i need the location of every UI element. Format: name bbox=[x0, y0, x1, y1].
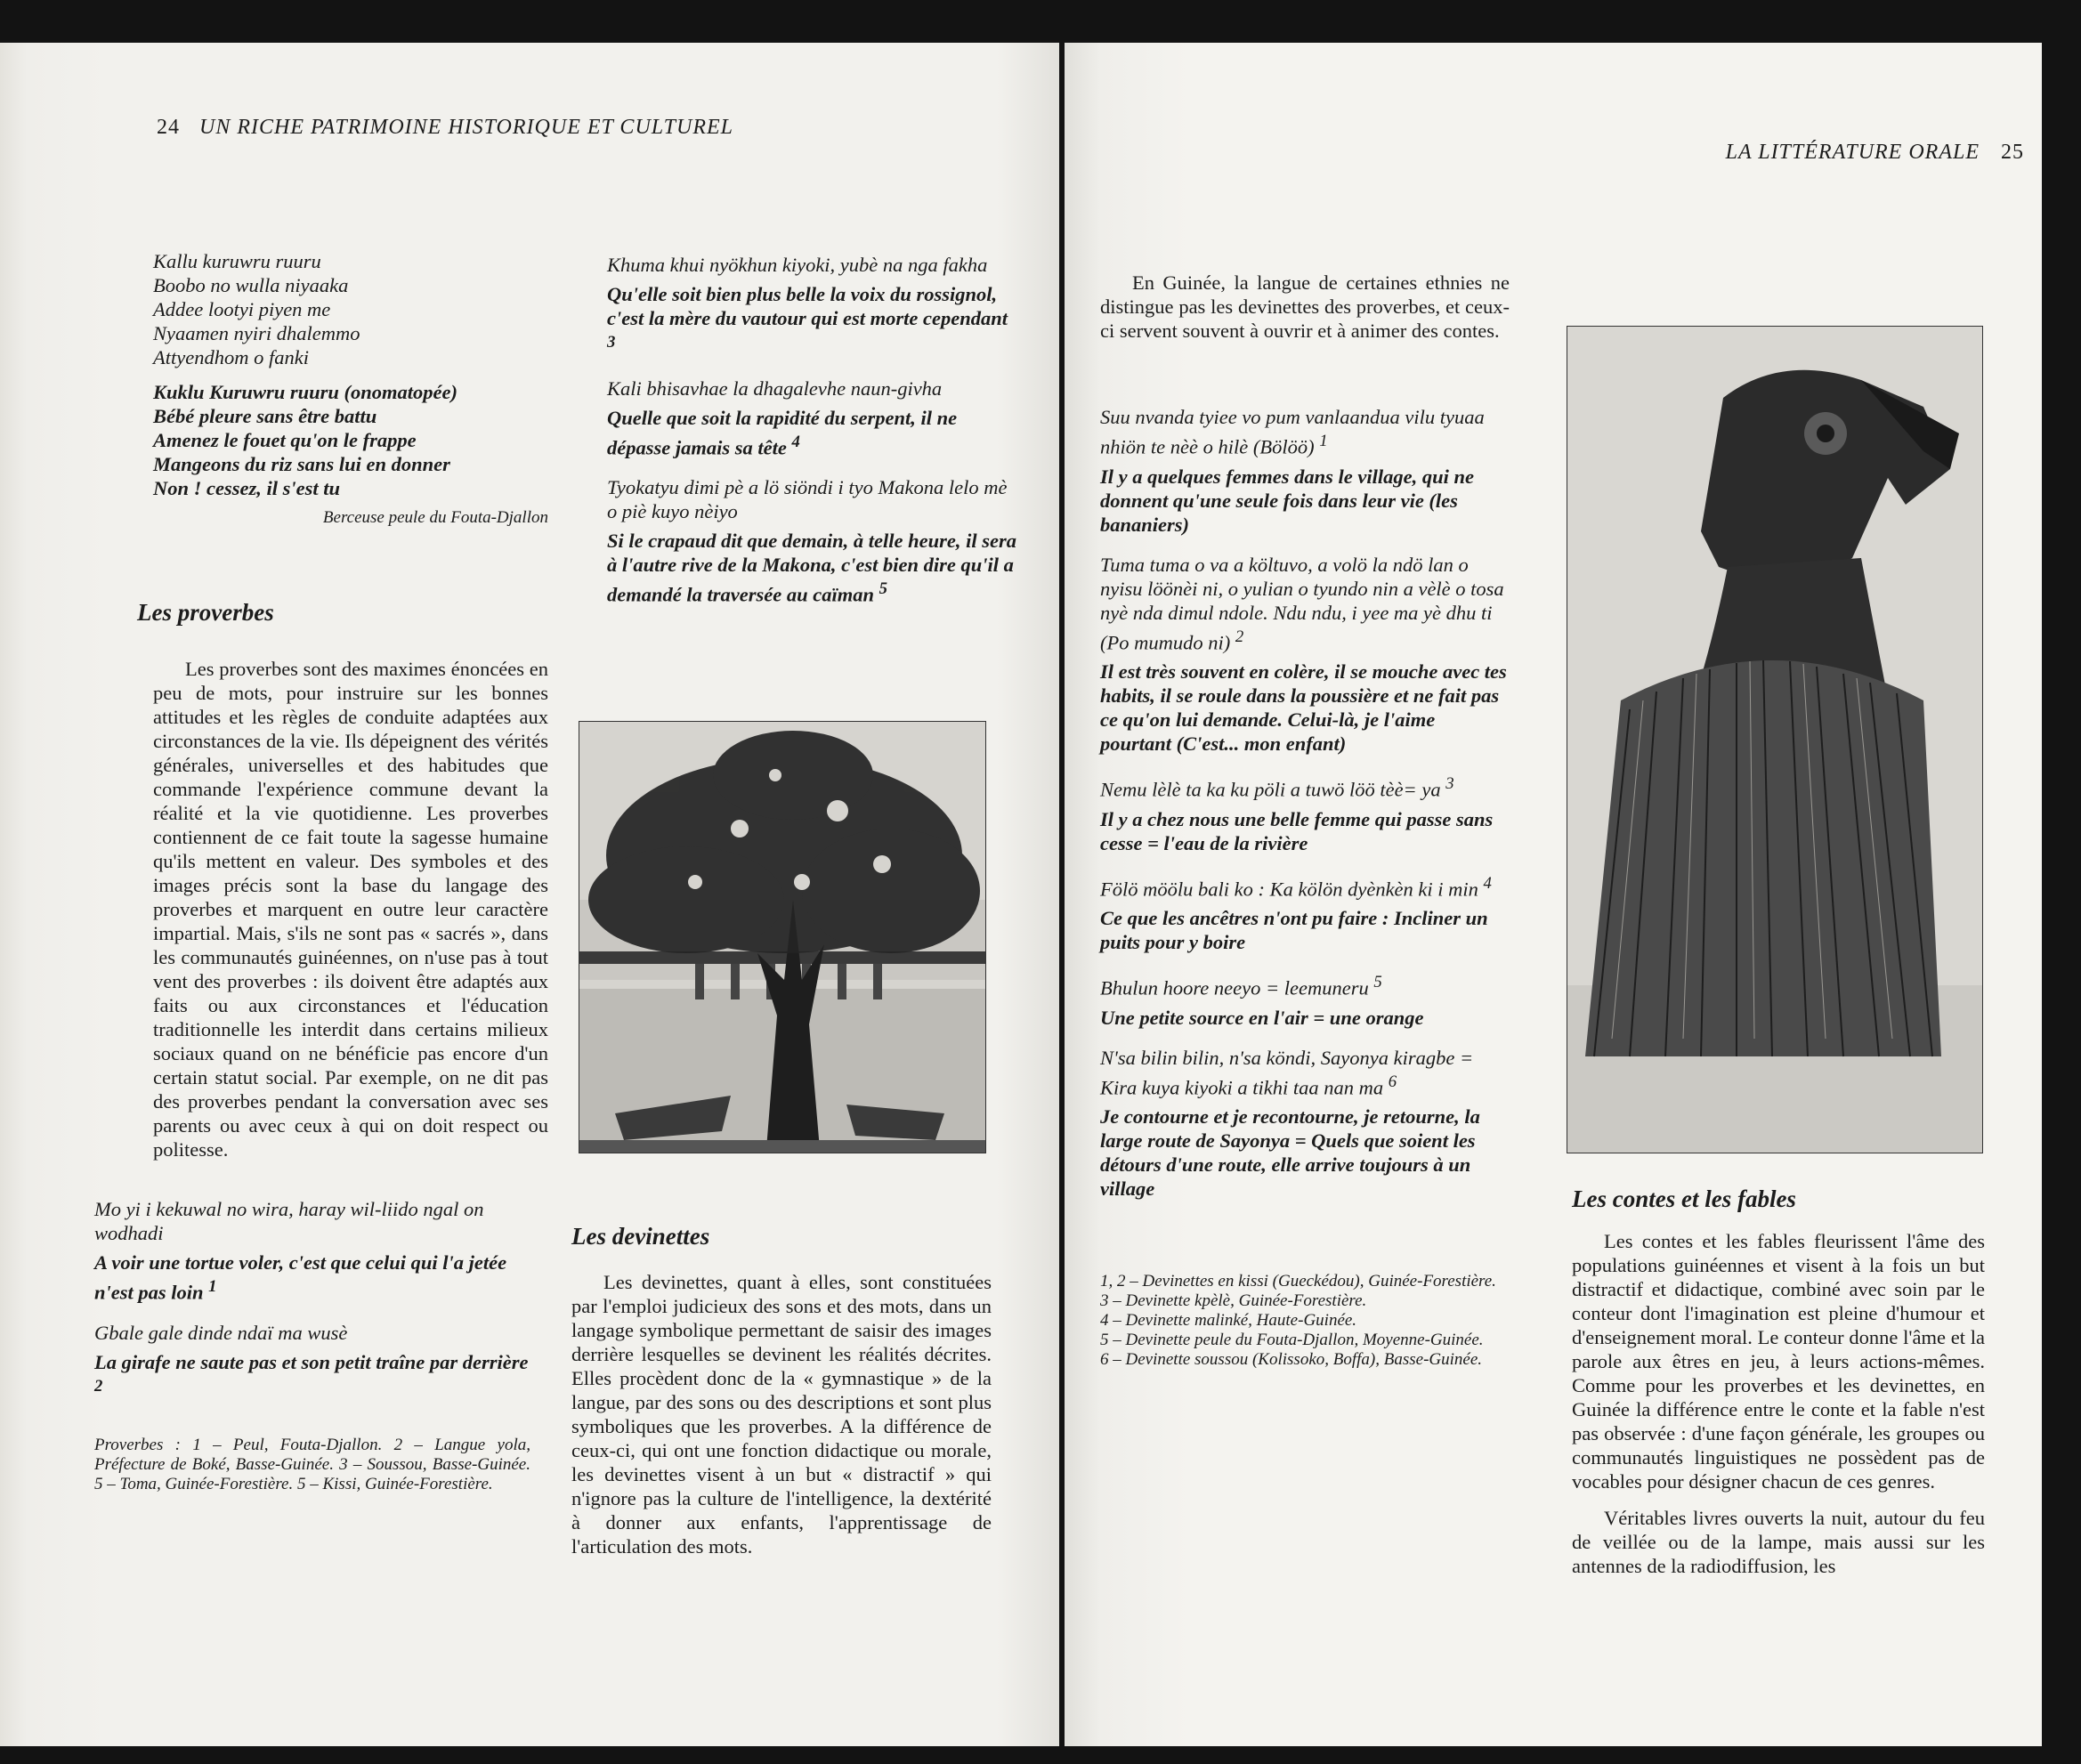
page-number-right: 25 bbox=[2001, 141, 2024, 164]
riddle-item bbox=[1100, 772, 1510, 855]
tales-paragraph-1: Les contes et les fables fleurissent l'âme des populations guinéennes et visent à la fois un but distractif et didactique, combiné avec soin par le conteur dont l'imagination est pleine d'humour et d'enseignement moral. Le conteur donne l'âme et la parole aux êtres en jeu, à leurs actions-mêmes. Comme pour les proverbes et les devinettes, en Guinée la différence entre le conte et la fable n'est pas observée : d'une façon générale, les groupes ou communautés linguistiques ne possèdent pas de vocables pour désigner chacun de ces genres. bbox=[1572, 1230, 1985, 1493]
footnote-marker: 1 bbox=[1319, 432, 1328, 450]
footnote-marker: 5 bbox=[879, 579, 887, 598]
proverb-translation: Quelle que soit la rapidité du serpent, il ne dépasse jamais sa tête bbox=[607, 406, 958, 458]
riddle-translation: Il y a quelques femmes dans le village, qui ne donnent qu'une seule fois dans leur vie (les bananiers) bbox=[1100, 465, 1474, 536]
running-head-right-text: LA LITTÉRATURE ORALE bbox=[1725, 141, 1980, 164]
proverb-item bbox=[94, 1321, 530, 1404]
running-head-right bbox=[1726, 141, 2024, 165]
proverb-original: Kali bhisavhae la dhagalevhe naun-givha bbox=[607, 376, 943, 400]
section-heading-proverbs: Les proverbes bbox=[137, 599, 274, 626]
proverb-translation: Si le crapaud dit que demain, à telle heure, il sera à l'autre rive de la Makona, c'est bien dire qu'il a demandé la traversée au caïman bbox=[607, 530, 1016, 606]
riddle-item bbox=[1100, 1046, 1510, 1202]
riddle-item bbox=[1100, 871, 1510, 955]
proverbs-footnote: Proverbes : 1 – Peul, Fouta-Djallon. 2 – Langue yola, Préfecture de Boké, Basse-Guinée. 3 – Soussou, Basse-Guinée. 5 – Toma, Guinée-Forestière. 5 – Kissi, Guinée-Forestière. bbox=[94, 1436, 530, 1493]
right-column-1 bbox=[1100, 271, 1510, 1370]
riddle-translation: Ce que les ancêtres n'ont pu faire : Incliner un puits pour y boire bbox=[1100, 907, 1488, 953]
footnote-marker: 2 bbox=[94, 1376, 103, 1396]
footnote-marker: 4 bbox=[1483, 873, 1492, 893]
riddle-translation: Il y a chez nous une belle femme qui passe sans cesse = l'eau de la rivière bbox=[1100, 807, 1494, 854]
lullaby-translation: Kuklu Kuruwru ruuru (onomatopée) Bébé pleure sans être battu Amenez le fouet qu'on le frappe Mangeons du riz sans lui en donner Non ! cessez, il s'est tu bbox=[153, 381, 458, 499]
proverb-original: Mo yi i kekuwal no wira, haray wil-liido ngal on wodhadi bbox=[94, 1198, 484, 1244]
footnote-marker: 6 bbox=[1388, 1072, 1397, 1091]
riddles-paragraph: Les devinettes, quant à elles, sont constituées par l'emploi judicieux des sons et des mots, dans un langage symbolique permettant de saisir des images derrière lesquelles se devinent les réalités décrites. Elles procèdent donc de la « gymnastique » de la langue, par des sons ou des descriptions et sont plus symboliques que les proverbes. A la différence de ceux-ci, qui ont une fonction didactique ou morale, les devinettes visent à un but « distractif » qui n'ignore pas la culture de l'intelligence, la dextérité à donner aux enfants, l'apprentissage de l'articulation des mots. bbox=[571, 1271, 992, 1558]
footnote-marker: 3 bbox=[1445, 774, 1454, 793]
footnote-marker: 2 bbox=[1235, 627, 1244, 646]
riddle-original: Fölö möölu bali ko : Ka kölön dyènkèn ki i min $^4$ bbox=[1100, 873, 1492, 900]
section-heading-riddles: Les devinettes bbox=[571, 1223, 710, 1250]
section-heading-tales: Les contes et les fables bbox=[1572, 1185, 1796, 1212]
left-column-2 bbox=[607, 253, 1016, 623]
tree-photo bbox=[579, 721, 986, 1153]
lullaby-original: Kallu kuruwru ruuru Boobo no wulla niyaaka Addee lootyi piyen me Nyaamen nyiri dhalemmo Attyendhom o fanki bbox=[153, 250, 360, 368]
riddle-original: Suu nvanda tyiee vo pum vanlaandua vilu tyuaa nhiön te nèè o hilè (Bölöö) $^1$ bbox=[1100, 406, 1485, 458]
proverb-original: Gbale gale dinde ndaï ma wusè bbox=[94, 1321, 348, 1344]
proverb-item bbox=[94, 1197, 530, 1305]
mask-photo bbox=[1567, 326, 1983, 1153]
left-page bbox=[0, 43, 1059, 1746]
riddle-translation: Il est très souvent en colère, il se mouche avec tes habits, il se roule dans la poussière et ne fait pas ce qu'on lui demande. Celui-là, je l'aime pourtant (C'est... mon enfant) bbox=[1100, 660, 1507, 755]
lullaby-caption: Berceuse peule du Fouta-Djallon bbox=[322, 508, 548, 527]
proverb-translation: A voir une tortue voler, c'est que celui qui l'a jetée n'est pas loin bbox=[94, 1251, 507, 1304]
riddle-item bbox=[1100, 405, 1510, 537]
footnote-marker: 4 bbox=[791, 432, 800, 451]
proverb-translation: Qu'elle soit bien plus belle la voix du rossignol, c'est la mère du vautour qui est morte cependant bbox=[607, 283, 1008, 329]
proverbs-paragraph: Les proverbes sont des maximes énoncées en peu de mots, pour instruire sur les bonnes attitudes et les règles de conduite adaptées aux circonstances de la vie. Ils dépeignent des vérités générales, universelles et des habitudes que commande l'expérience commune devant la réalité et la vie quotidienne. Les proverbes contiennent de ce fait toute la sagesse humaine qu'ils mettent en valeur. Des symboles et des images précis sont la base du langage des proverbes et marquent en outre leur caractère impartial. Mais, s'ils ne sont pas « sacrés », dans les communautés guinéennes, on n'use pas à tout vent des proverbes : ils doivent être adaptés aux faits ou aux circonstances et l'éducation traditionnelle les interdit dans certains milieux sociaux quand on ne bénéficie pas encore d'un certain statut social. Par exemple, on ne dit pas des proverbes pendant la conversation avec ses parents ou avec ceux à qui on doit respect ou politesse. bbox=[153, 658, 548, 1161]
running-head-left-text: UN RICHE PATRIMOINE HISTORIQUE ET CULTUREL bbox=[199, 116, 733, 139]
proverb-item bbox=[607, 253, 1016, 360]
footnote-marker: 5 bbox=[1373, 973, 1382, 991]
page-number-left: 24 bbox=[157, 116, 180, 139]
proverb-item bbox=[607, 475, 1016, 607]
riddle-original: Bhulun hoore neeyo = leemuneru $^5$ bbox=[1100, 973, 1382, 999]
proverb-item bbox=[607, 376, 1016, 460]
right-column-2 bbox=[1572, 1187, 1985, 1578]
riddle-translation: Je contourne et je recontourne, je retourne, la large route de Sayonya = Quels que soient les détours d'une route, elle arrive toujours à un village bbox=[1100, 1105, 1480, 1200]
riddles-footnote: 1, 2 – Devinettes en kissi (Gueckédou), Guinée-Forestière. 3 – Devinette kpèlè, Guinée-Forestière. 4 – Devinette malinké, Haute-Guinée. 5 – Devinette peule du Fouta-Djallon, Moyenne-Guinée. 6 – Devinette soussou (Kolissoko, Boffa), Basse-Guinée. bbox=[1100, 1272, 1496, 1369]
riddle-original: Nemu lèlè ta ka ku pöli a tuwö löö tèè= ya $^3$ bbox=[1100, 774, 1454, 801]
riddle-item bbox=[1100, 970, 1510, 1030]
riddle-original: N'sa bilin bilin, n'sa köndi, Sayonya kiragbe = Kira kuya kiyoki a tikhi taa nan ma $^6$ bbox=[1100, 1046, 1474, 1098]
intro-paragraph: En Guinée, la langue de certaines ethnies ne distingue pas les devinettes des proverbes, et ceux-ci servent souvent à ouvrir et à animer des contes. bbox=[1100, 271, 1510, 342]
tales-paragraph-2: Véritables livres ouverts la nuit, autour du feu de veillée ou de la lampe, mais aussi sur les antennes de la radiodiffusion, les bbox=[1572, 1507, 1985, 1577]
left-column-2-lower bbox=[571, 1225, 992, 1558]
footnote-marker: 3 bbox=[607, 333, 616, 352]
riddle-original: Tuma tuma o va a költuvo, a volö la ndö lan o nyisu löönèi ni, o yulian o tyundo nin a vèlè o tosa nyè nda dimul ndole. Ndu ndu, i yee ma yè dhu ti (Po mumudo ni) $^2$ bbox=[1100, 553, 1504, 653]
left-column-1 bbox=[85, 249, 548, 1494]
riddle-translation: Une petite source en l'air = une orange bbox=[1100, 1006, 1424, 1029]
riddle-item bbox=[1100, 553, 1510, 757]
footnote-marker: 1 bbox=[208, 1277, 217, 1296]
right-page bbox=[1065, 43, 2042, 1746]
proverb-original: Tyokatyu dimi pè a lö siöndi i tyo Makona lelo mè o piè kuyo nèiyo bbox=[607, 476, 1008, 522]
proverb-translation: La girafe ne saute pas et son petit traîne par derrière bbox=[94, 1350, 529, 1373]
proverb-original: Khuma khui nyökhun kiyoki, yubè na nga fakha bbox=[607, 254, 988, 276]
running-head-left bbox=[157, 116, 733, 140]
